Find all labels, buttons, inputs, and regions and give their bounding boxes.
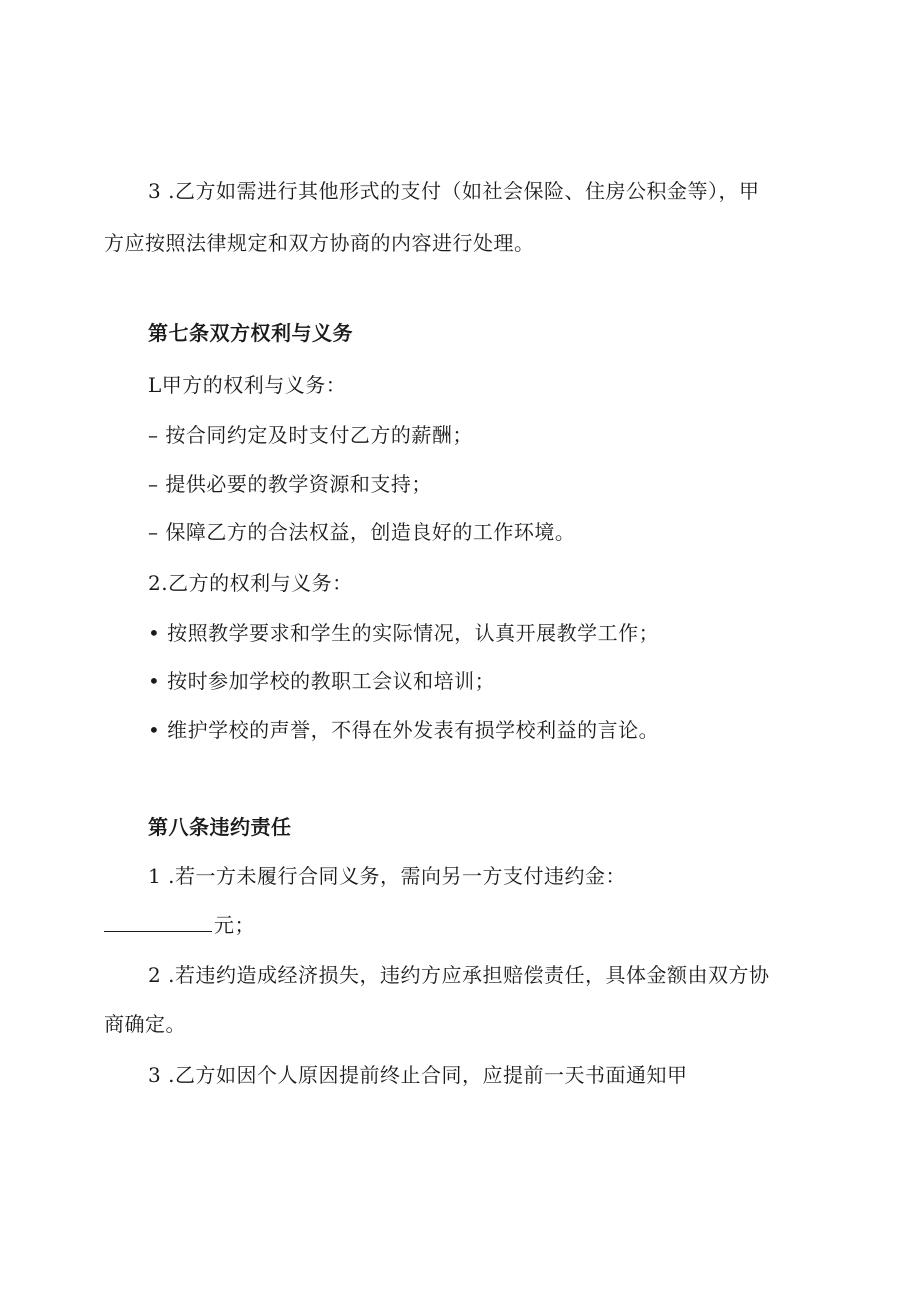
party-a-heading: L甲方的权利与义务： xyxy=(148,373,347,397)
party-b-heading: 2.乙方的权利与义务： xyxy=(148,571,353,595)
clause-8-item-1-line-1: 1 .若一方未履行合同义务，需向另一方支付违约金： xyxy=(148,864,626,888)
clause-6-item-3-line-1: 3 .乙方如需进行其他形式的支付（如社会保险、住房公积金等），甲 xyxy=(148,179,760,203)
party-b-item: • 按照教学要求和学生的实际情况，认真开展教学工作； xyxy=(148,621,660,645)
clause-8-item-3-line-1: 3 .乙方如因个人原因提前终止合同，应提前一天书面通知甲 xyxy=(148,1063,688,1087)
party-b-item: • 维护学校的声誉，不得在外发表有损学校利益的言论。 xyxy=(148,718,660,742)
currency-unit: 元； xyxy=(214,913,255,937)
party-a-item: – 按合同约定及时支付乙方的薪酬； xyxy=(148,423,473,447)
clause-8-item-2-line-2: 商确定。 xyxy=(104,1012,186,1036)
party-a-item: – 保障乙方的合法权益，创造良好的工作环境。 xyxy=(148,520,576,544)
amount-blank-field[interactable] xyxy=(104,911,212,932)
clause-8-item-2-line-1: 2 .若违约造成经济损失，违约方应承担赔偿责任，具体金额由双方协 xyxy=(148,963,770,987)
party-b-item: • 按时参加学校的教职工会议和培训； xyxy=(148,669,496,693)
clause-7-title: 第七条双方权利与义务 xyxy=(148,321,353,345)
clause-8-item-1-line-2 xyxy=(104,911,255,939)
party-a-item: – 提供必要的教学资源和支持； xyxy=(148,472,432,496)
clause-8-title: 第八条违约责任 xyxy=(148,815,292,839)
clause-6-item-3-line-2: 方应按照法律规定和双方协商的内容进行处理。 xyxy=(104,231,535,255)
